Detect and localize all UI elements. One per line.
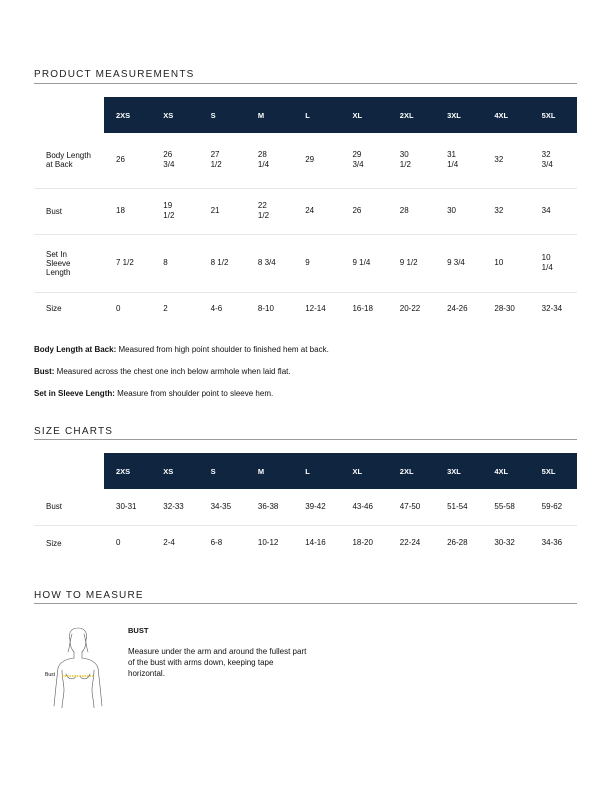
- header-cell: XL: [340, 453, 387, 489]
- note-text: Measure from shoulder point to sleeve hem.: [114, 389, 274, 398]
- table-cell: 24-26: [447, 303, 468, 313]
- note-bust: [34, 361, 329, 383]
- table-cell: 26-28: [447, 538, 468, 548]
- table-cell: 20-22: [399, 303, 421, 313]
- header-blank-cell: [34, 453, 104, 489]
- table-cell: 32 3/4: [530, 133, 577, 188]
- table-row: [34, 525, 577, 561]
- row-label: Body Length at Back: [34, 133, 104, 188]
- header-cell: XL: [340, 97, 387, 133]
- table-cell: 4-6: [210, 303, 223, 313]
- table-cell: 55-58: [482, 489, 529, 525]
- header-cell: M: [246, 97, 293, 133]
- header-cell: 3XL: [435, 453, 482, 489]
- header-cell: 5XL: [530, 97, 577, 133]
- table-cell: 9 3/4: [435, 234, 482, 292]
- table-cell: 39-42: [293, 489, 340, 525]
- row-label: Bust: [34, 188, 104, 234]
- body-figure-illustration: [42, 626, 114, 708]
- note-term: Set in Sleeve Length:: [34, 389, 115, 398]
- table-cell: 9: [293, 234, 340, 292]
- table-cell: 36-38: [246, 489, 293, 525]
- header-cell: L: [293, 453, 340, 489]
- size-charts-table: [34, 453, 577, 561]
- table-cell: 47-50: [388, 489, 435, 525]
- table-cell: 24: [293, 188, 340, 234]
- table-cell: 27 1/2: [199, 133, 246, 188]
- table-cell: 29: [293, 133, 340, 188]
- header-cell: L: [293, 97, 340, 133]
- table-cell: 51-54: [435, 489, 482, 525]
- table-cell: 32-34: [541, 303, 563, 313]
- table-cell: 8 3/4: [246, 234, 293, 292]
- table-cell: 34: [530, 188, 577, 234]
- table-cell: 10: [482, 234, 529, 292]
- header-cell: 4XL: [482, 97, 529, 133]
- table-cell: 29 3/4: [340, 133, 387, 188]
- table-cell: 22-24: [399, 538, 421, 548]
- table-cell: 30-31: [104, 489, 151, 525]
- table-cell: 9 1/4: [340, 234, 387, 292]
- table-cell: 8: [151, 234, 198, 292]
- table-cell: 32: [482, 188, 529, 234]
- table-cell: 43-46: [340, 489, 387, 525]
- table-cell: 18: [104, 188, 151, 234]
- how-to-measure-divider: [34, 603, 577, 604]
- table-cell: 12-14: [305, 303, 326, 313]
- table-cell: 26: [340, 188, 387, 234]
- table-row: [34, 489, 577, 525]
- table-cell: 30: [435, 188, 482, 234]
- table-cell: 0: [116, 538, 121, 548]
- table-cell: 16-18: [352, 303, 373, 313]
- header-cell: 2XL: [388, 97, 435, 133]
- header-cell: 3XL: [435, 97, 482, 133]
- how-to-measure-title: HOW TO MEASURE: [34, 590, 144, 601]
- product-measurements-divider: [34, 83, 577, 84]
- table-cell: 8-10: [257, 303, 274, 313]
- header-cell: 2XS: [104, 453, 151, 489]
- table-cell: 34-36: [541, 538, 563, 548]
- table-cell: 30-32: [494, 538, 515, 548]
- bust-description: Measure under the arm and around the fullest part of the bust with arms down, keeping tape horizontal.: [128, 647, 307, 678]
- table-row: [34, 292, 577, 325]
- table-cell: 31 1/4: [435, 133, 482, 188]
- table-cell: 19 1/2: [151, 188, 198, 234]
- note-text: Measured from high point shoulder to finished hem at back.: [116, 345, 329, 354]
- size-charts-title: SIZE CHARTS: [34, 426, 114, 437]
- table-cell: 2-4: [163, 538, 175, 548]
- table-cell: 34-35: [199, 489, 246, 525]
- note-sleeve-length: [34, 383, 329, 405]
- header-cell: 4XL: [482, 453, 529, 489]
- table-cell: 10 1/4: [530, 234, 577, 292]
- note-body-length: [34, 339, 329, 361]
- table-cell: 10-12: [257, 538, 279, 548]
- table-cell: 2: [163, 303, 168, 313]
- header-cell: M: [246, 453, 293, 489]
- table-cell: 30 1/2: [388, 133, 435, 188]
- table-cell: 0: [116, 303, 121, 313]
- note-term: Body Length at Back:: [34, 345, 117, 354]
- header-cell: 5XL: [530, 453, 577, 489]
- table-cell: 59-62: [530, 489, 577, 525]
- header-cell: 2XL: [388, 453, 435, 489]
- table-cell: 6-8: [210, 538, 223, 548]
- table-cell: 32: [482, 133, 529, 188]
- row-label: Set In Sleeve Length: [34, 234, 104, 292]
- bust-heading: BUST: [128, 626, 149, 635]
- table-cell: 26 3/4: [151, 133, 198, 188]
- header-cell: 2XS: [104, 97, 151, 133]
- table-cell: 26: [104, 133, 151, 188]
- note-term: Bust:: [34, 367, 55, 376]
- table-header-row: [34, 97, 577, 133]
- row-label: Size: [46, 304, 62, 314]
- figure-bust-label: Bust: [45, 672, 56, 678]
- table-cell: 9 1/2: [388, 234, 435, 292]
- header-cell: S: [199, 97, 246, 133]
- table-cell: 28: [388, 188, 435, 234]
- measurement-notes: [34, 339, 329, 405]
- row-label: Bust: [34, 489, 104, 525]
- table-row: [34, 234, 577, 292]
- table-row: [34, 188, 577, 234]
- product-measurements-title: PRODUCT MEASUREMENTS: [34, 69, 195, 80]
- product-measurements-table: [34, 97, 577, 325]
- table-row: [34, 133, 577, 188]
- note-text: Measured across the chest one inch below armhole when laid flat.: [54, 367, 291, 376]
- table-cell: 21: [199, 188, 246, 234]
- table-cell: 7 1/2: [104, 234, 151, 292]
- size-charts-divider: [34, 439, 577, 440]
- row-label: Size: [46, 538, 62, 548]
- table-cell: 32-33: [151, 489, 198, 525]
- header-blank-cell: [34, 97, 104, 133]
- table-header-row: [34, 453, 577, 489]
- table-cell: 8 1/2: [199, 234, 246, 292]
- header-cell: S: [199, 453, 246, 489]
- header-cell: XS: [151, 453, 198, 489]
- table-cell: 28 1/4: [246, 133, 293, 188]
- header-cell: XS: [151, 97, 198, 133]
- table-cell: 22 1/2: [246, 188, 293, 234]
- table-cell: 18-20: [352, 538, 373, 548]
- table-cell: 28-30: [494, 303, 515, 313]
- table-cell: 14-16: [305, 538, 326, 548]
